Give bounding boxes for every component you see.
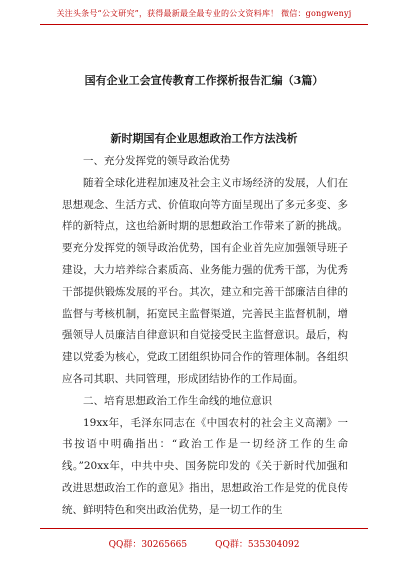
qq-group-2: QQ群：535304092 xyxy=(215,540,300,550)
heading-party-leadership: 一、充分发挥党的领导政治优势 xyxy=(83,155,230,167)
qq-group-1: QQ群：30265665 xyxy=(108,540,188,550)
document-title: 国有企业工会宣传教育工作探析报告汇编（3篇） xyxy=(84,74,324,87)
footer-contact xyxy=(0,537,408,550)
header-divider xyxy=(40,24,368,25)
footer-divider xyxy=(40,528,368,529)
heading-lifeline-awareness: 二、培育思想政治工作生命线的地位意识 xyxy=(83,394,272,407)
paragraph-lifeline-awareness: 19xx年，毛泽东同志在《中国农村的社会主义高潮》一书按语中明确指出：“政治工作是一切经济工作的生命线。”20xx年，中共中央、国务院印发的《关于新时代加强和改进思想政治工作的意见》指出，思想政治工作是党的优良传统、鲜明特色和突出政治优势，是一切工作的生 xyxy=(62,416,348,516)
section-title: 新时期国有企业思想政治工作方法浅析 xyxy=(110,132,298,145)
document-body xyxy=(62,151,348,522)
header-banner: 关注头条号“公文研究”，获得最新最全最专业的公文资料库！ 微信：gongwenyj xyxy=(56,9,352,18)
paragraph-party-leadership: 随着全球化进程加速及社会主义市场经济的发展，人们在思想观念、生活方式、价值取向等方面呈现出了多元多变、多样的新特点，这也给新时期的思想政治工作带来了新的挑战。要充分发挥党的领导政治优势，国有企业首先应加强领导班子建设，大力培养综合素质高、业务能力强的优秀干部，为优秀干部提供锻炼发展的平台。其次，建立和完善干部廉洁自律的监督与考核机制，拓宽民主监督渠道，完善民主监督机制，增强领导人员廉洁自律意识和自觉接受民主监督意识。最后，构建以党委为核心，党政工团组织协同合作的管理体制。各组织应各司其职、共同管理，形成团结协作的工作局面。 xyxy=(62,176,348,385)
